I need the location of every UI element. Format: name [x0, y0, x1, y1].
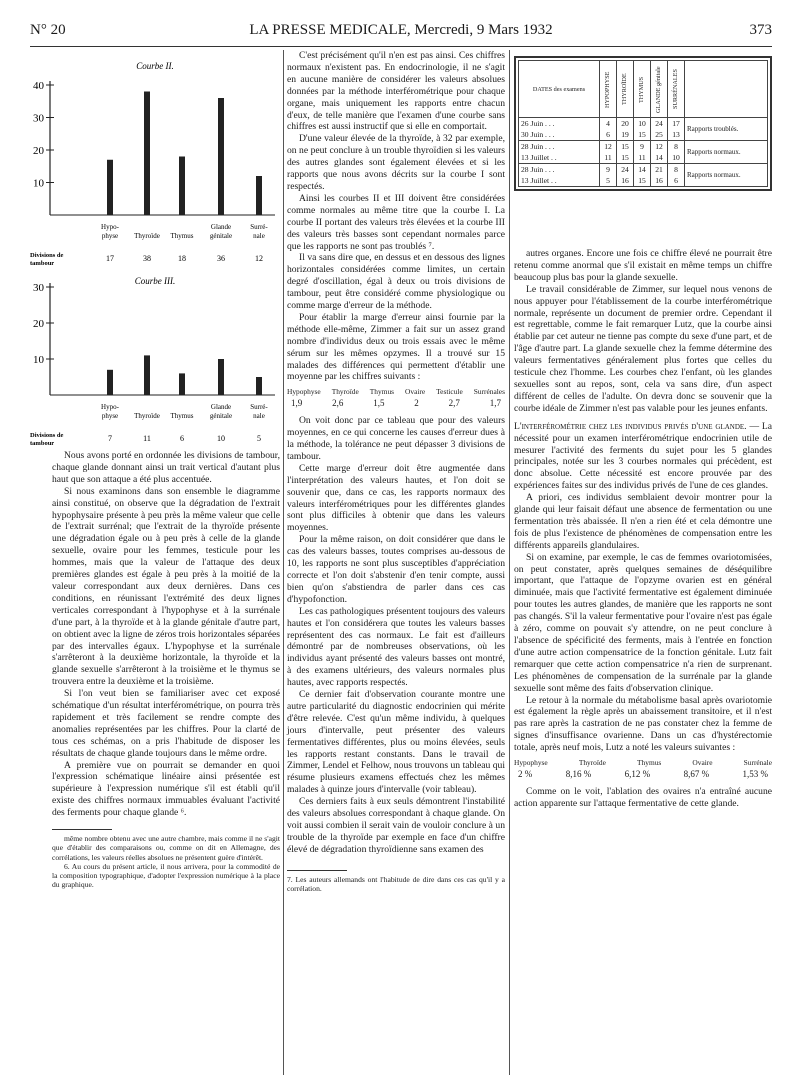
data-label: 5 [257, 434, 261, 443]
category-label: physe [101, 412, 119, 420]
category-label: nale [253, 232, 265, 240]
data-label: 6 [180, 434, 184, 443]
table-cell: 6 [667, 175, 684, 187]
y-tick-label: 40 [33, 80, 44, 92]
table-header: THYROÏDE [616, 61, 633, 118]
table-cell: 12 [599, 141, 616, 153]
data-label: 12 [255, 254, 263, 263]
category-label: Glande [210, 403, 232, 411]
paragraph: C'est précisément qu'il n'en est pas ainsi. Ces chiffres normaux n'existent pas. En endocrinologie, il ne s'agit en aucune manière de considérer les valeurs absolues données par la méthode interférométrique pour chaque organe, mais uniquement les rapports entre chacun d'eux, de telle manière que l'examen d'une courbe sans chiffres est aussi instructif que si elle en comportait. [287, 50, 505, 133]
table-cell: 25 [650, 129, 667, 141]
category-label: Thymus [170, 232, 194, 240]
category-label: nale [253, 412, 265, 420]
column-1-body [52, 450, 280, 819]
table-cell: 14 [650, 152, 667, 164]
column-2-body-a [287, 50, 505, 383]
cell-value: 2,6 [332, 398, 344, 409]
table-cell: 15 [633, 175, 650, 187]
table-cell: 21 [650, 164, 667, 176]
header-rule [30, 46, 772, 47]
table-cell: 8 [667, 164, 684, 176]
data-label: 11 [143, 434, 151, 443]
bar [256, 176, 262, 215]
values-table-header [514, 757, 772, 769]
column-3-body-b [514, 492, 772, 754]
paragraph: Si on examine, par exemple, le cas de femmes ovariotomisées, on peut constater, après quelques semaines de déséquilibre important, que l'attaque de l'opzyme ovarien est en général diminuée, mais que l'activité fermentative est également diminuée pour toutes les autres glandes, de manière que les rapports ne sont pas changés. S'il la valeur fermentative pour l'ovaire n'est pas égale à zéro, comme on pouvait s'y attendre, on ne peut conclure à l'absence de spécificité des ferments, mais à l'entrée en fonction d'une autre action compensatrice de la fonction génitale. Lutz fait remarquer que cette action compensatrice n'a rien de surprenant. Les phénomènes de compensation de la surrénale par la glande sexuelle sont même des faits d'observation clinique. [514, 551, 772, 694]
table-header: DATES des examens [519, 61, 600, 118]
row-label: tambour [30, 260, 55, 267]
y-tick-label: 20 [33, 145, 44, 157]
column-header: Thyroïde [331, 387, 359, 397]
category-label: physe [101, 232, 119, 240]
table-cell: 11 [599, 152, 616, 164]
paragraph: A priori, ces individus semblaient devoir montrer pour la glande qui leur faisait défaut une absence de fermentation ou une fermentation très abaissée. Il n'en a rien été et cela démontre une fois de plus l'existence de phénomènes de compensation entre les différents appareils glandulaires. [514, 492, 772, 551]
y-tick-label: 10 [33, 177, 44, 190]
table-cell: 16 [650, 175, 667, 187]
page-header [30, 22, 772, 46]
section-title: L'interférométrie chez les individus privés d'une glande. [514, 420, 747, 432]
cell-value: 2 [414, 398, 419, 409]
cell-value: 8,16 % [565, 768, 592, 779]
footnote: 6. Au cours du présent article, il nous arrivera, pour la commodité de la composition typographique, d'adopter l'expression numérique à la place du graphique. [52, 861, 280, 890]
page-number: 373 [749, 22, 772, 38]
table-header: HYPOPHYSE [599, 61, 616, 118]
table-note: Rapports normaux. [684, 164, 767, 187]
table-cell: 13 [667, 129, 684, 141]
column-2 [287, 50, 505, 893]
paragraph: Le travail considérable de Zimmer, sur lequel nous venons de nous appuyer pour l'établissement de la courbe interférométrique normale, représente un document de premier ordre. Cependant il est regrettable, comme le fait remarquer Lutz, que la courbe ainsi établie par cet auteur ne tienne pas compte du sexe d'une part, et de l'âge d'autre part. La glande sexuelle chez la femme détermine des valeurs fermentatives généralement plus fortes que celles du testicule chez l'homme. Les courbes chez l'enfant, où les glandes sexuelles sont au repos, sont, cela va sans dire, d'un aspect différent de celles de l'adulte. On devra donc se souvenir que la courbe idéale de Zimmer n'est pas valable pour les jeunes enfants. [514, 283, 772, 414]
issue-number: N° 20 [30, 22, 66, 38]
error-table-header [287, 386, 505, 398]
table-header [684, 61, 767, 118]
table-note: Rapports normaux. [684, 141, 767, 164]
paragraph: Il va sans dire que, en dessus et en dessous des lignes horizontales considérées comme limites, un certain degré d'oscillation, égal à deux ou trois divisions de tambour, peut être considéré comme physiologique ou comme marge d'erreur de la méthode. [287, 252, 505, 312]
table-note: Rapports troublés. [684, 118, 767, 141]
paragraph: D'une valeur élevée de la thyroïde, à 32 par exemple, on ne peut conclure à un trouble thyroïdien si les valeurs des autres glandes sont également élevées et si les rapports que nous avons décrits sur la courbe I sont respectés. [287, 133, 505, 192]
table-cell: 9 [633, 141, 650, 153]
table-cell: 28 Juin . . . [519, 141, 600, 153]
category-label: Thyroïde [134, 232, 160, 240]
paragraph: Nous avons porté en ordonnée les divisions de tambour, chaque glande donnant ainsi un trait vertical d'autant plus haut que son attaque a été plus accentuée. [52, 450, 280, 485]
section-title-paragraph [514, 421, 772, 492]
chart-title: Courbe II. [136, 61, 174, 71]
chart-title: Courbe III. [134, 276, 176, 286]
paragraph: Cette marge d'erreur doit être augmentée dans l'interprétation des valeurs hautes, et l'on doit se souvenir que, dans ce cas, les rapports normaux des valeurs interférométriques pour les différentes glandes sont plus difficiles à obtenir que dans les valeurs moyennes. [287, 462, 505, 534]
table-cell: 24 [650, 118, 667, 130]
y-tick-label: 30 [33, 112, 44, 125]
paragraph: autres organes. Encore une fois ce chiffre élevé ne pourrait être retenu comme anormal que s'il existait en même temps un chiffre beaucoup plus bas pour la glande sexuelle. [514, 248, 772, 283]
table-header: GLANDE génitale [650, 61, 667, 118]
section-intro: — La nécessité pour un examen interférométrique endocrinien utile de mesurer l'activité des ferments du sujet pour les 5 glandes principales, notée sur les 3 courbes normales qui précèdent, est donc absolue. Cette nécessité est encore prouvée par des expériences faites sur des individus privés de l'une de ces glandes. [514, 420, 772, 492]
bar [144, 355, 150, 395]
hysterectomy-values-table [514, 757, 772, 781]
column-1 [52, 450, 280, 889]
data-label: 17 [106, 254, 114, 263]
paragraph: Si nous examinons dans son ensemble le diagramme ainsi constitué, on observe que la dégradation de l'extrait hypophysaire présente à peu près la même valeur que celle de l'extrait surrénal; que l'extrait de la thyroïde présente une dégradation égale ou à peu près à celle de la glande sexuelle, ovaire pour les femmes, testicule pour les hommes, mais que la valeur de l'attaque des deux premières glandes est égale à peu près à la moitié de la valeur correspondant aux deux dernières. Dans ces conditions, en réunissant l'extrémité des deux lignes verticales correspondant à l'hypophyse et à la surrénale d'une part, à la thyroïde et à la glande génitale d'autre part, on obtient avec la ligne de zéros trois horizontales séparées par des intervalles égaux. L'hypophyse et la surrénale s'arrêteront à la deuxième horizontale, la thyroïde et la glande sexuelle s'arrêteront à la troisième et le thymus se trouvera entre la deuxième et la troisième. [52, 485, 280, 688]
column-divider [509, 50, 510, 1075]
paragraph: A première vue on pourrait se demander en quoi l'expression schématique linéaire ainsi présentée est supérieure à l'expression numérique s'il est établi qu'il existe des chiffres normaux immuables évaluant l'activité des ferments pour chaque glande ⁶. [52, 759, 280, 819]
values-table-values [514, 769, 772, 781]
charts-area [30, 55, 280, 450]
column-header: Surrénale [743, 758, 772, 768]
row-label: Divisions de [30, 252, 64, 259]
category-label: Thymus [170, 412, 194, 420]
footnote-rule [287, 870, 347, 871]
category-label: Surré- [250, 403, 268, 411]
table-header: SURRÉNALES [667, 61, 684, 118]
table-cell: 15 [616, 152, 633, 164]
table-cell: 20 [616, 118, 633, 130]
column-header: Ovaire [405, 387, 426, 397]
column-3 [514, 248, 772, 810]
footnote-rule [52, 829, 112, 830]
table-row [519, 118, 768, 130]
y-tick-label: 10 [33, 354, 44, 366]
column-2-body-b [287, 415, 505, 856]
table-cell: 11 [633, 152, 650, 164]
table-cell: 12 [650, 141, 667, 153]
paragraph: Si l'on veut bien se familiariser avec cet exposé schématique d'un résultat interférométrique, on pourra très rapidement et très facilement se rendre compte des anomalies représentées par les chiffres. Pour la clarté de tous ces schémas, on a pris l'habitude de disposer les résultats de chaque glande toujours dans le même ordre. [52, 688, 280, 759]
cell-value: 8,67 % [683, 768, 710, 779]
column-header: Hypophyse [287, 387, 321, 397]
table-cell: 17 [667, 118, 684, 130]
bar [179, 373, 185, 395]
table-cell: 13 Juillet . . [519, 175, 600, 187]
category-label: génitale [209, 412, 233, 420]
table-cell: 8 [667, 141, 684, 153]
bar [218, 98, 224, 215]
column-divider [283, 50, 284, 1075]
table-cell: 15 [616, 141, 633, 153]
table-cell: 15 [633, 129, 650, 141]
y-tick-label: 20 [33, 318, 44, 330]
exam-table [518, 60, 768, 187]
table-cell: 16 [616, 175, 633, 187]
table-header: THYMUS [633, 61, 650, 118]
cell-value: 1,9 [291, 398, 303, 409]
category-label: Surré- [250, 223, 268, 231]
table-cell: 26 Juin . . . [519, 118, 600, 130]
category-label: Glande [210, 223, 232, 231]
category-label: Hypo- [101, 223, 119, 231]
table-cell: 14 [633, 164, 650, 176]
paragraph: Pour établir la marge d'erreur ainsi fournie par la méthode elle-même, Zimmer a fait sur un assez grand nombre d'individus deux ou trois essais avec le même sérum sur les mêmes opzymes. Il a trouvé sur 15 malades des différences qui permettent d'établir une moyenne par les chiffres suivants : [287, 311, 505, 383]
cell-value: 2 % [518, 768, 533, 779]
paragraph: Ce dernier fait d'observation courante montre une autre particularité du diagnostic endocrinien qui mérite d'être relevée. C'est qu'un même individu, à quelques jours d'intervalle, peut présenter des valeurs fermentatives différentes, plus ou moins élevées, seuls les rapports restant constants. Dans le travail de Zimmer, Lendel et Felhow, nous trouvons un tableau qui résume plusieurs examens effectués chez les mêmes malades à quinze jours d'intervalle (voir tableau). [287, 689, 505, 796]
data-label: 18 [178, 254, 186, 263]
row-label: Divisions de [30, 432, 64, 439]
exam-results-table [514, 56, 772, 191]
table-cell: 9 [599, 164, 616, 176]
column-header: Thyroïde [578, 758, 606, 768]
column-header: Hypophyse [514, 758, 548, 768]
bar [107, 160, 113, 215]
category-label: Hypo- [101, 403, 119, 411]
cell-value: 1,53 % [742, 768, 768, 779]
column-header: Ovaire [692, 758, 713, 768]
y-tick-label: 30 [33, 282, 44, 294]
bar [179, 157, 185, 216]
column-header: Testicule [436, 387, 463, 397]
bar [218, 359, 224, 395]
error-table-values [287, 398, 505, 410]
data-label: 38 [143, 254, 151, 263]
category-label: génitale [209, 232, 233, 240]
table-row [519, 164, 768, 176]
column-1-footnotes [52, 834, 280, 889]
data-label: 36 [217, 254, 225, 263]
column-header: Thymus [637, 758, 662, 768]
table-header-row [519, 61, 768, 118]
cell-value: 2,7 [448, 398, 460, 409]
table-row [519, 141, 768, 153]
cell-value: 1,5 [373, 398, 385, 409]
table-cell: 10 [667, 152, 684, 164]
column-3-body-a [514, 248, 772, 415]
category-label: Thyroïde [134, 412, 160, 420]
data-label: 7 [108, 434, 112, 443]
closing-paragraph: Comme on le voit, l'ablation des ovaires n'a entraîné aucune action apparente sur l'attaque fermentative de cette glande. [514, 785, 772, 809]
table-cell: 6 [599, 129, 616, 141]
row-label: tambour [30, 440, 55, 447]
table-cell: 30 Juin . . . [519, 129, 600, 141]
column-header: Surrénales [473, 387, 505, 397]
paragraph: Les cas pathologiques présentent toujours des valeurs hautes et l'on considérera que toutes les valeurs basses représentent des cas normaux. Le fait est d'ailleurs démontré par de nombreuses observations, où les individus ayant présenté des valeurs basses ont montré, à des examens ultérieurs, des valeurs normales plus hautes, avec rapports respectés. [287, 605, 505, 689]
column-header: Thymus [369, 387, 395, 397]
journal-title: LA PRESSE MEDICALE, Mercredi, 9 Mars 1932 [249, 22, 553, 38]
data-label: 10 [217, 434, 225, 443]
table-cell: 24 [616, 164, 633, 176]
table-cell: 13 Juillet . . [519, 152, 600, 164]
table-cell: 28 Juin . . . [519, 164, 600, 176]
bar [107, 370, 113, 395]
paragraph: Ainsi les courbes II et III doivent être considérées comme normales au même titre que la courbe I. La courbe II portant des valeurs très élevées et la courbe III des valeurs très basses sont cependant normales parce que les rapports ne sont pas troublés ⁷. [287, 192, 505, 252]
cell-value: 1,7 [489, 398, 501, 409]
footnote: même nombre obtenu avec une autre chambre, mais comme il ne s'agit que d'établir des comparaisons ou, comme on dit en Allemagne, des corrélations, les valeurs réelles absolues ne présentent guère d'intérêt. [52, 834, 280, 862]
bar-charts-figure [30, 55, 280, 450]
table-cell: 10 [633, 118, 650, 130]
table-cell: 19 [616, 129, 633, 141]
paragraph: On voit donc par ce tableau que pour des valeurs moyennes, en ce qui concerne les causes d'erreur dues à la méthode, la tolérance ne peut dépasser 3 divisions de tambour. [287, 415, 505, 462]
bar [256, 377, 262, 395]
table-cell: 4 [599, 118, 616, 130]
cell-value: 6,12 % [624, 768, 651, 779]
paragraph: Le retour à la normale du métabolisme basal après ovariotomie est également la règle après un abaissement transitoire, et il n'est pas rare après la castration de ne pas constater chez la femme de signes d'insuffisance ovarienne. Dans un cas d'hystérectomie totale, après neuf mois, Lutz a noté les valeurs suivantes : [514, 694, 772, 754]
table-cell: 5 [599, 175, 616, 187]
paragraph: Pour la même raison, on doit considérer que dans le cas des valeurs basses, toutes comprises au-dessous de 10, les rapports ne sont plus susceptibles d'appréciation correcte et l'on doit s'abstenir d'en tenir compte, aussi bien qu'on s'abstiendra de parler dans ces cas d'hypofonction. [287, 534, 505, 605]
paragraph: Ces derniers faits à eux seuls démontrent l'instabilité des valeurs absolues correspondant à chaque glande. On voit aussi combien il serait vain de vouloir conclure à un trouble de la thyroïde par exemple en face d'un chiffre élevé de dégradation thyroïdienne sans examen des [287, 796, 505, 855]
error-margin-table [287, 386, 505, 410]
column-2-footnote: 7. Les auteurs allemands ont l'habitude de dire dans ces cas qu'il y a corrélation. [287, 874, 505, 893]
bar [144, 92, 150, 216]
